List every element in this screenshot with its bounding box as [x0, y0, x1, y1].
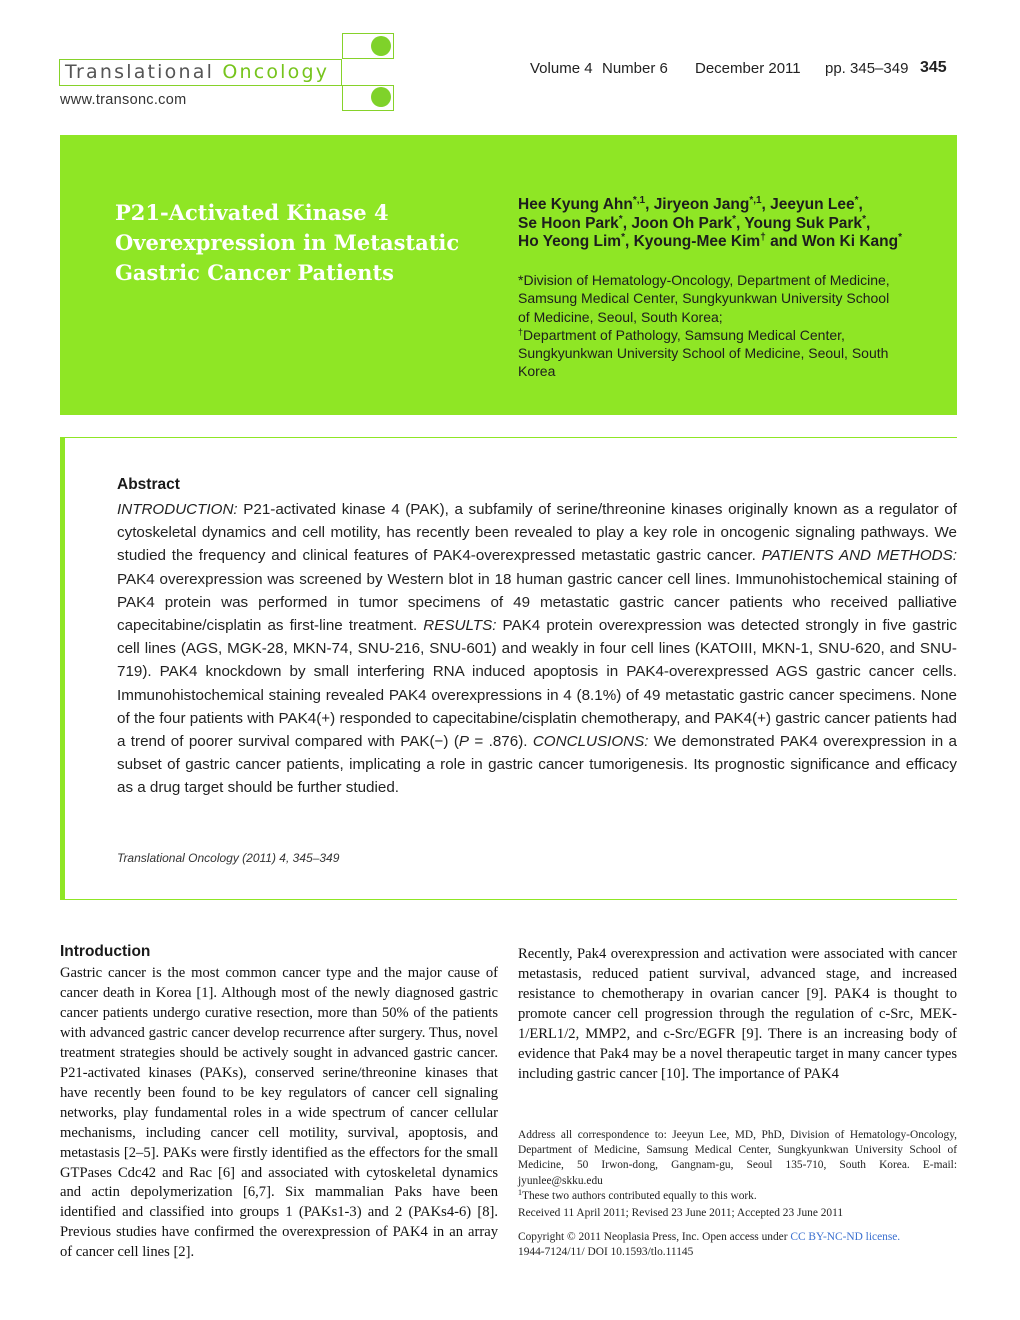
affiliation-mark: * — [518, 272, 524, 288]
affiliation-2: Department of Pathology, Samsung Medical Center, Sungkyunkwan University School of Medicine, Seoul, South Korea — [518, 326, 889, 380]
volume: Volume 4 — [530, 60, 593, 77]
author-name: Se Hoon Park — [518, 214, 619, 232]
license-link[interactable]: CC BY-NC-ND license. — [790, 1231, 901, 1243]
affiliation-1: Division of Hematology-Oncology, Department of Medicine, Samsung Medical Center, Sungkyunkwan University School of Medicine, Seoul, South Korea; — [518, 272, 890, 325]
received-dates: Received 11 April 2011; Revised 23 June 2011; Accepted 23 June 2011 — [518, 1207, 844, 1219]
issue-number: Number 6 — [602, 60, 668, 77]
citation: Translational Oncology (2011) 4, 345–349 — [117, 851, 340, 865]
author-mark: *,1 — [632, 195, 646, 206]
abstract-text: PAK4 overexpression was screened by Western blot in 18 human gastric cancer cell lines. Immunohistochemical staining of PAK4 protein was performed in tumor specimens of 49 metastatic gastric cancer patients who received palliative capecitabine/cisplatin as first-line treatment. — [117, 570, 957, 635]
equal-contribution-note — [518, 1189, 757, 1204]
author-mark: *,1 — [749, 195, 762, 206]
logo-dot-icon-top — [371, 36, 391, 56]
p-value-symbol: P — [458, 733, 470, 751]
author-mark: * — [732, 213, 736, 225]
abstract-text: PAK4 protein overexpression was detected strongly in five gastric cell lines (AGS, MGK-28, MKN-74, SNU-216, SNU-601) and weakly in four cell lines (KATOIII, MKN-1, SNU-620, and SNU-719). PAK4 knockdown by small interfering RNA induced apoptosis in PAK4-overexpressed AGS gastric cancer cells. Immunohistochemical staining revealed PAK4 overexpressions in 4 (8.1%) of 49 metastatic gastric cancer specimens. None of the four patients with PAK4(+) responded to capecitabine/cisplatin chemotherapy, and PAK4(+) gastric cancer patients had a trend of poorer survival compared with PAK(−) ( — [117, 617, 957, 751]
affiliation-mark: † — [518, 326, 524, 337]
abstract-section-label: PATIENTS AND METHODS: — [761, 547, 957, 565]
paper-title: P21-Activated Kinase 4 Overexpression in Metastatic Gastric Cancer Patients — [115, 200, 460, 285]
doi: 1944-7124/11/ DOI 10.1593/tlo.11145 — [518, 1246, 694, 1258]
introduction-left-column: Gastric cancer is the most common cancer type and the major cause of cancer death in Korea [1]. Although most of the newly diagnosed gastric cancer patients undergo curative resection, more than 50% of the patients with advanced gastric cancer develop recurrence after surgery. Thus, novel treatment strategies should be actively sought in advanced gastric cancer. P21-activated kinases (PAKs), conserved serine/threonine kinases that have recently been found to be key regulators of cancer cell signaling networks, play fundamental roles in a wide spectrum of cancer cellular mechanisms, including cancer cell motility, survival, apoptosis, and metastasis [2–5]. PAKs were firstly identified as the effectors for the small GTPases Cdc42 and Rac [6] and associated with cytoskeletal dynamics and actin depolymerization [6,7]. Six mammalian Paks have been identified and classified into groups 1 (PAKs1-3) and 2 (PAKs4-6) [8]. Previous studies have confirmed the overexpression of PAK4 in an array of cancer cell lines [2]. — [60, 965, 498, 1261]
journal-logo — [65, 59, 329, 86]
correspondence-note: Address all correspondence to: Jeeyun Lee, MD, PhD, Division of Hematology-Oncology, Department of Medicine, Samsung Medical Center, Sungkyunkwan University School of Medicine, 50 Irwon-dong, Gangnam-gu, Seoul 135-710, South Korea. E-mail: jyunlee@skku.edu — [518, 1129, 957, 1187]
author-name: Jiryeon Jang — [653, 196, 750, 213]
author-name: Won Ki Kang — [801, 233, 899, 250]
author-mark: * — [898, 232, 902, 243]
author-mark: * — [854, 195, 859, 206]
journal-url[interactable]: www.transonc.com — [60, 92, 187, 108]
logo-dot-icon-bottom — [371, 87, 391, 107]
author-mark: † — [760, 232, 766, 243]
page-range: pp. 345–349 — [825, 60, 909, 77]
author-mark: * — [621, 232, 625, 243]
author-name: Young Suk Park — [744, 214, 863, 232]
page-number: 345 — [920, 59, 947, 76]
introduction-heading: Introduction — [60, 943, 151, 960]
footnote-text: These two authors contributed equally to this work. — [522, 1190, 757, 1202]
footnote-mark: 1 — [518, 1188, 522, 1197]
author-conjunction: and — [770, 233, 798, 250]
abstract-text: We demonstrated PAK4 overexpression in a subset of gastric cancer patients, implicating a role in gastric cancer tumorigenesis. Its prognostic significance and efficacy as a drug target should be further studied. — [117, 733, 957, 797]
abstract-border-bottom — [60, 899, 957, 900]
author-mark: * — [862, 213, 866, 225]
author-mark: * — [618, 213, 623, 225]
author-name: Joon Oh Park — [631, 214, 733, 232]
issue-date: December 2011 — [695, 60, 801, 77]
abstract-section-label: RESULTS: — [423, 617, 497, 635]
author-list: Hee Kyung Ahn$^{*,1}$, Jiryeon Jang$^{*,1}$, Jeeyun Lee*, Se Hoon Park*, Joon Oh Park*, Young Suk Park*, Ho Yeong Lim*, Kyoung-Mee Kim† and Won Ki Kang* — [518, 195, 902, 250]
affiliations — [518, 271, 898, 381]
author-name: Ho Yeong Lim — [518, 233, 622, 250]
abstract-body — [117, 498, 957, 800]
copyright-note — [518, 1230, 900, 1245]
abstract-border-left — [60, 437, 65, 900]
introduction-right-column: Recently, Pak4 overexpression and activation were associated with cancer metastasis, reduced patient survival, advanced stage, and increased resistance to chemotherapy in ovarian cancer [9]. PAK4 is thought to promote cancer cell progression through the regulation of c-Src, MEK-1/ERL1/2, MMP2, and c-Src/EGFR [9]. There is an increasing body of evidence that Pak4 may be a novel therapeutic target in many cancer types including gastric cancer [10]. The importance of PAK4 — [518, 946, 957, 1082]
copyright-text: Copyright © 2011 Neoplasia Press, Inc. Open access under — [518, 1231, 791, 1243]
logo-word-oncology: Oncology — [222, 61, 330, 83]
abstract-heading: Abstract — [117, 476, 180, 493]
abstract-text: P21-activated kinase 4 (PAK), a subfamily of serine/threonine kinases originally known as a regulator of cytoskeletal dynamics and cell motility, has recently been revealed to play a key role in oncogenic signaling pathways. We studied the frequency and clinical features of PAK4-overexpressed metastatic gastric cancer. — [117, 501, 957, 565]
abstract-text: = .876). — [469, 733, 533, 751]
abstract-section-label: CONCLUSIONS: — [532, 733, 649, 751]
abstract-section-label: INTRODUCTION: — [117, 501, 238, 518]
author-name: Kyoung-Mee Kim — [633, 233, 761, 250]
logo-word-translational: Translational — [65, 61, 215, 83]
author-name: Jeeyun Lee — [770, 196, 855, 213]
author-name: Hee Kyung Ahn — [518, 196, 633, 213]
abstract-border-top — [60, 437, 957, 438]
